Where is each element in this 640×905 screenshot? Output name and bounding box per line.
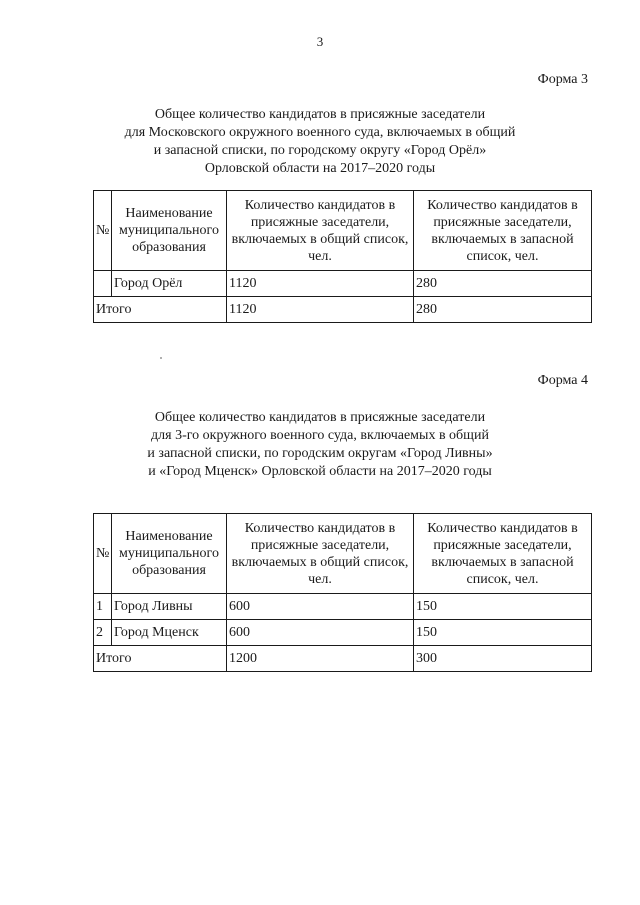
form4-title-line: и «Город Мценск» Орловской области на 2017–2020 годы — [148, 464, 492, 479]
row-reserve: 150 — [414, 594, 592, 620]
row-main: 600 — [227, 594, 414, 620]
total-reserve: 280 — [414, 297, 592, 323]
header-reserve-list: Количество кандидатов в присяжные заседатели, включаемых в запасной список, чел. — [414, 514, 592, 594]
form4-title-line: для 3-го окружного военного суда, включаемых в общий — [151, 428, 489, 443]
header-num: № — [94, 191, 112, 271]
form4-title — [60, 409, 580, 481]
row-reserve: 280 — [414, 271, 592, 297]
row-num: 1 — [94, 594, 112, 620]
form4-title-line: и запасной списки, по городским округам «Город Ливны» — [147, 446, 493, 461]
table-header-row — [94, 191, 592, 271]
row-num — [94, 271, 112, 297]
form4-label: Форма 4 — [537, 373, 588, 388]
total-label: Итого — [94, 646, 227, 672]
header-name: Наименование муниципального образования — [112, 514, 227, 594]
table-header-row — [94, 514, 592, 594]
row-reserve: 150 — [414, 620, 592, 646]
header-main-list: Количество кандидатов в присяжные заседатели, включаемых в общий список, чел. — [227, 514, 414, 594]
total-label: Итого — [94, 297, 227, 323]
scan-speck — [160, 357, 162, 359]
table-row — [94, 620, 592, 646]
form3-title-line: и запасной списки, по городскому округу «Город Орёл» — [153, 143, 487, 158]
row-num: 2 — [94, 620, 112, 646]
row-name: Город Ливны — [112, 594, 227, 620]
form3-title — [60, 106, 580, 178]
table-row — [94, 271, 592, 297]
total-row — [94, 646, 592, 672]
total-reserve: 300 — [414, 646, 592, 672]
header-name: Наименование муниципального образования — [112, 191, 227, 271]
header-num: № — [94, 514, 112, 594]
form3-title-line: Орловской области на 2017–2020 годы — [204, 161, 436, 176]
total-main: 1120 — [227, 297, 414, 323]
table-row — [94, 594, 592, 620]
total-main: 1200 — [227, 646, 414, 672]
form4-table — [93, 513, 592, 672]
row-main: 600 — [227, 620, 414, 646]
total-row — [94, 297, 592, 323]
form4-title-line: Общее количество кандидатов в присяжные заседатели — [154, 410, 486, 425]
row-name: Город Мценск — [112, 620, 227, 646]
form3-title-line: Общее количество кандидатов в присяжные заседатели — [154, 107, 486, 122]
form3-label: Форма 3 — [537, 72, 588, 87]
row-main: 1120 — [227, 271, 414, 297]
header-reserve-list: Количество кандидатов в присяжные заседатели, включаемых в запасной список, чел. — [414, 191, 592, 271]
form3-table — [93, 190, 592, 323]
page-number: 3 — [316, 34, 324, 49]
header-main-list: Количество кандидатов в присяжные заседатели, включаемых в общий список, чел. — [227, 191, 414, 271]
row-name: Город Орёл — [112, 271, 227, 297]
form3-title-line: для Московского окружного военного суда, включаемых в общий — [124, 125, 516, 140]
